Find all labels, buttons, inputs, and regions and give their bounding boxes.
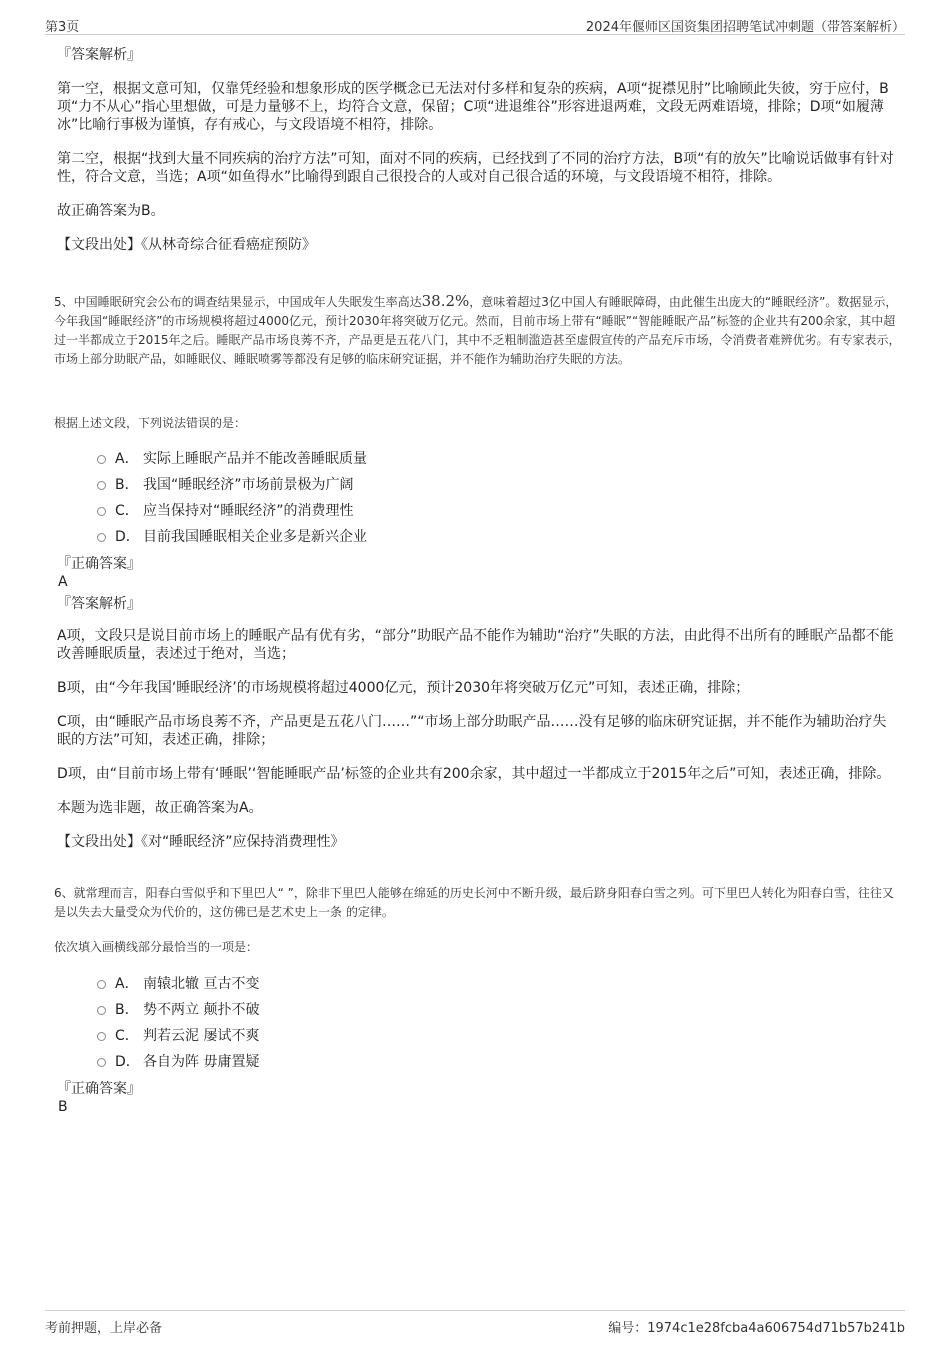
radio-icon[interactable] — [97, 1006, 106, 1015]
option-text: 各自为阵 毋庸置疑 — [143, 1054, 260, 1070]
q6-options — [97, 970, 259, 1074]
radio-icon[interactable] — [97, 507, 106, 516]
option-text: 我国“睡眠经济”市场前景极为广阔 — [143, 477, 354, 493]
document-title: 2024年偃师区国资集团招聘笔试冲刺题（带答案解析） — [585, 20, 905, 35]
q4-analysis-para2: 第二空，根据“找到大量不同疾病的治疗方法”可知，面对不同的疾病，已经找到了不同的治疗方法，B项“有的放矢”比喻说话做事有针对性，符合文意，当选；A项“如鱼得水”比喻得到跟自己很投合的人或对自己很合适的环境，与文段语境不相符，排除。 — [57, 151, 894, 185]
q5-answer-block — [57, 555, 899, 851]
radio-icon[interactable] — [97, 1058, 106, 1067]
q6-answer-block — [57, 1080, 899, 1116]
q6-option-d[interactable] — [97, 1048, 259, 1074]
radio-icon[interactable] — [97, 481, 106, 490]
footer-slogan: 考前押题，上岸必备 — [45, 1321, 163, 1336]
option-letter: C． — [115, 503, 139, 519]
option-text: 南辕北辙 亘古不变 — [143, 976, 260, 992]
option-letter: B． — [115, 477, 139, 493]
option-text: 实际上睡眠产品并不能改善睡眠质量 — [143, 451, 367, 467]
page-number: 第3页 — [45, 20, 80, 35]
option-text: 应当保持对“睡眠经济”的消费理性 — [143, 503, 354, 519]
radio-icon[interactable] — [97, 980, 106, 989]
option-text: 判若云泥 屡试不爽 — [143, 1028, 260, 1044]
option-text: 目前我国睡眠相关企业多是新兴企业 — [143, 529, 367, 545]
option-letter: A． — [115, 451, 139, 467]
q5-analysis-label: 『答案解析』 — [57, 596, 141, 612]
q6-stem: 6、就常理而言，阳春白雪似乎和下里巴人“ ”，除非下里巴人能够在绵延的历史长河中不断升级，最后跻身阳春白雪之列。可下里巴人转化为阳春白雪，往往又是以失去大量受众为代价的，这仿佛已是艺术史上一条 的定律。 — [54, 886, 894, 919]
q5-analysis-b: B项，由“今年我国‘睡眠经济’的市场规模将超过4000亿元，预计2030年将突破万亿元”可知，表述正确，排除； — [57, 680, 750, 696]
q5-analysis-d: D项，由“目前市场上带有‘睡眠’‘智能睡眠产品’标签的企业共有200余家，其中超过一半都成立于2015年之后”可知，表述正确，排除。 — [57, 766, 891, 782]
q6-option-c[interactable] — [97, 1022, 259, 1048]
q5-stem-math: 38.2% — [421, 292, 470, 310]
q5-analysis-c: C项，由“睡眠产品市场良莠不齐，产品更是五花八门……”“市场上部分助眠产品……没有足够的临床研究证据，并不能作为辅助治疗失眠的方法”可知，表述正确，排除； — [57, 714, 887, 748]
q6-prompt-wrap — [54, 938, 904, 957]
option-letter: D． — [115, 529, 140, 545]
option-letter: B． — [115, 1002, 139, 1018]
q5-options — [97, 445, 367, 549]
q4-analysis — [57, 46, 897, 254]
q6-answer-label: 『正确答案』 — [57, 1081, 141, 1097]
radio-icon[interactable] — [97, 533, 106, 542]
q5-stem — [54, 292, 904, 369]
radio-icon[interactable] — [97, 1032, 106, 1041]
q5-prompt-wrap — [54, 414, 904, 433]
q5-conclusion: 本题为选非题，故正确答案为A。 — [57, 800, 263, 816]
q5-option-a[interactable] — [97, 445, 367, 471]
q5-analysis-a: A项，文段只是说目前市场上的睡眠产品有优有劣，“部分”助眠产品不能作为辅助“治疗”失眠的方法，由此得不出所有的睡眠产品都不能改善睡眠质量，表述过于绝对，当选； — [57, 628, 894, 662]
footer-code: 编号：1974c1e28fcba4a606754d71b57b241b — [608, 1321, 905, 1336]
q6-answer: B — [58, 1099, 68, 1115]
q5-option-b[interactable] — [97, 471, 367, 497]
q5-option-c[interactable] — [97, 497, 367, 523]
q5-answer-label: 『正确答案』 — [57, 556, 141, 572]
q4-conclusion: 故正确答案为B。 — [57, 203, 165, 219]
q4-analysis-label: 『答案解析』 — [57, 47, 141, 63]
q6-option-b[interactable] — [97, 996, 259, 1022]
option-letter: D． — [115, 1054, 140, 1070]
q6-prompt: 依次填入画横线部分最恰当的一项是： — [54, 940, 259, 954]
option-letter: A． — [115, 976, 139, 992]
q5-stem-part2: ，意味着超过3亿中国人有睡眠障碍，由此催生出庞大的“睡眠经济”。数据显示，今年我国“睡眠经济”的市场规模将超过4000亿元，预计2030年将突破万亿元。然而，目前市场上带有“睡眠”“智能睡眠产品”标签的企业共有200余家，其中超过一半都成立于2015年之后。睡眠产品市场良莠不齐，产品更是五花八门，其中不乏粗制滥造甚至虚假宣传的产品充斥市场，令消费者难辨优劣。有专家表示，市场上部分助眠产品，如睡眠仪、睡眠喷雾等都没有足够的临床研究证据，并不能作为辅助治疗失眠的方法。 — [54, 295, 901, 366]
q5-option-d[interactable] — [97, 523, 367, 549]
q6-option-a[interactable] — [97, 970, 259, 996]
q6-stem-wrap — [54, 884, 904, 922]
page-footer — [45, 1310, 905, 1335]
q5-source: 【文段出处】《对“睡眠经济”应保持消费理性》 — [57, 834, 345, 850]
q4-source: 【文段出处】《从林奇综合征看癌症预防》 — [57, 237, 316, 253]
page-header — [45, 14, 905, 35]
option-text: 势不两立 颠扑不破 — [143, 1002, 260, 1018]
q5-stem-part1: 5、中国睡眠研究会公布的调查结果显示，中国成年人失眠发生率高达 — [54, 295, 422, 309]
q5-answer: A — [58, 574, 68, 590]
q4-analysis-para1: 第一空，根据文意可知，仅靠凭经验和想象形成的医学概念已无法对付多样和复杂的疾病，A项“捉襟见肘”比喻顾此失彼，穷于应付，B项“力不从心”指心里想做，可是力量够不上，均符合文意，保留；C项“进退维谷”形容进退两难，文段无两难语境，排除；D项“如履薄冰”比喻行事极为谨慎，存有戒心，与文段语境不相符，排除。 — [57, 81, 889, 133]
radio-icon[interactable] — [97, 455, 106, 464]
q5-prompt: 根据上述文段，下列说法错误的是： — [54, 416, 247, 430]
option-letter: C． — [115, 1028, 139, 1044]
